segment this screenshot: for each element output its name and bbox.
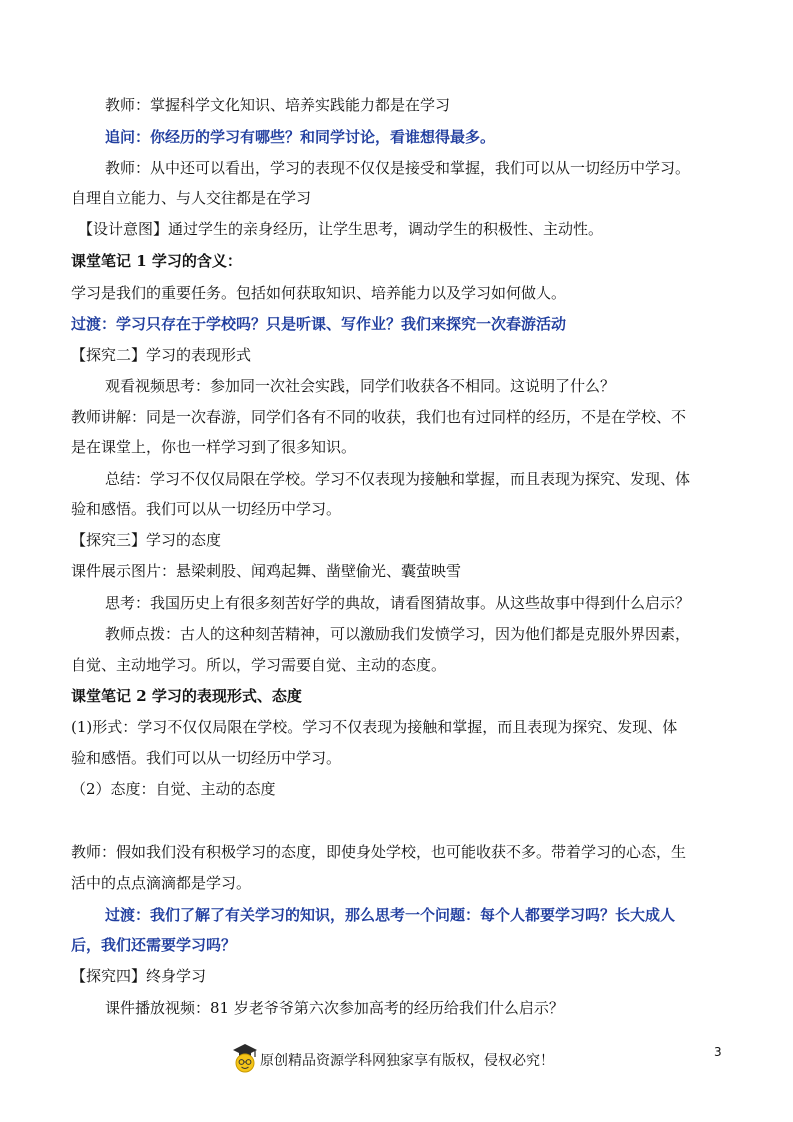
section-heading: 【探究二】学习的表现形式 bbox=[71, 346, 252, 364]
paragraph-line: 学习是我们的重要任务。包括如何获取知识、培养能力以及学习如何做人。 bbox=[71, 284, 567, 302]
footer bbox=[232, 1044, 554, 1076]
paragraph-line: 验和感悟。我们可以从一切经历中学习。 bbox=[71, 500, 342, 518]
paragraph-line: 思考：我国历史上有很多刻苦好学的典故，请看图猜故事。从这些故事中得到什么启示？ bbox=[105, 594, 691, 612]
paragraph-line: 活中的点点滴滴都是学习。 bbox=[71, 874, 252, 892]
paragraph-line: 课件播放视频：81 岁老爷爷第六次参加高考的经历给我们什么启示？ bbox=[105, 999, 564, 1017]
paragraph-line: 教师：掌握科学文化知识、培养实践能力都是在学习 bbox=[105, 96, 451, 114]
design-intent-line: 【设计意图】通过学生的亲身经历，让学生思考，调动学生的积极性、主动性。 bbox=[78, 220, 604, 238]
paragraph-line: 总结：学习不仅仅局限在学校。学习不仅表现为接触和掌握，而且表现为探究、发现、体 bbox=[105, 470, 691, 488]
paragraph-line: 自理自立能力、与人交往都是在学习 bbox=[71, 189, 312, 207]
page-number: 3 bbox=[714, 1045, 722, 1059]
transition-line: 后，我们还需要学习吗？ bbox=[71, 936, 237, 954]
paragraph-line: 教师点拨：古人的这种刻苦精神，可以激励我们发愤学习，因为他们都是克服外界因素， bbox=[105, 625, 691, 643]
paragraph-line: 教师：从中还可以看出，学习的表现不仅仅是接受和掌握，我们可以从一切经历中学习。 bbox=[105, 159, 691, 177]
copyright-notice: 原创精品资源学科网独家享有版权，侵权必究！ bbox=[260, 1053, 554, 1069]
paragraph-line: 验和感悟。我们可以从一切经历中学习。 bbox=[71, 749, 342, 767]
transition-line: 过渡：我们了解了有关学习的知识，那么思考一个问题：每个人都要学习吗？长大成人 bbox=[105, 906, 676, 924]
paragraph-line: （2）态度：自觉、主动的态度 bbox=[71, 780, 276, 798]
paragraph-line: 观看视频思考：参加同一次社会实践，同学们收获各不相同。这说明了什么？ bbox=[105, 377, 616, 395]
graduate-emoji-icon bbox=[232, 1042, 258, 1078]
paragraph-line: 教师讲解：同是一次春游，同学们各有不同的收获，我们也有过同样的经历，不是在学校、不 bbox=[71, 408, 687, 426]
paragraph-line: 课件展示图片：悬梁刺股、闻鸡起舞、凿壁偷光、囊萤映雪 bbox=[71, 562, 462, 580]
paragraph-line: 教师：假如我们没有积极学习的态度，即使身处学校，也可能收获不多。带着学习的心态，生 bbox=[71, 843, 687, 861]
paragraph-line: 自觉、主动地学习。所以，学习需要自觉、主动的态度。 bbox=[71, 656, 447, 674]
section-heading: 【探究三】学习的态度 bbox=[71, 531, 222, 549]
class-note-heading: 课堂笔记 1 学习的含义： bbox=[71, 252, 242, 270]
question-line: 追问：你经历的学习有哪些？和同学讨论，看谁想得最多。 bbox=[105, 128, 496, 146]
section-heading: 【探究四】终身学习 bbox=[71, 967, 207, 985]
paragraph-line: 是在课堂上，你也一样学习到了很多知识。 bbox=[71, 438, 357, 456]
paragraph-line: (1)形式：学习不仅仅局限在学校。学习不仅表现为接触和掌握，而且表现为探究、发现、体 bbox=[71, 718, 678, 736]
transition-line: 过渡：学习只存在于学校吗？只是听课、写作业？我们来探究一次春游活动 bbox=[71, 315, 567, 333]
class-note-heading: 课堂笔记 2 学习的表现形式、态度 bbox=[71, 687, 302, 705]
